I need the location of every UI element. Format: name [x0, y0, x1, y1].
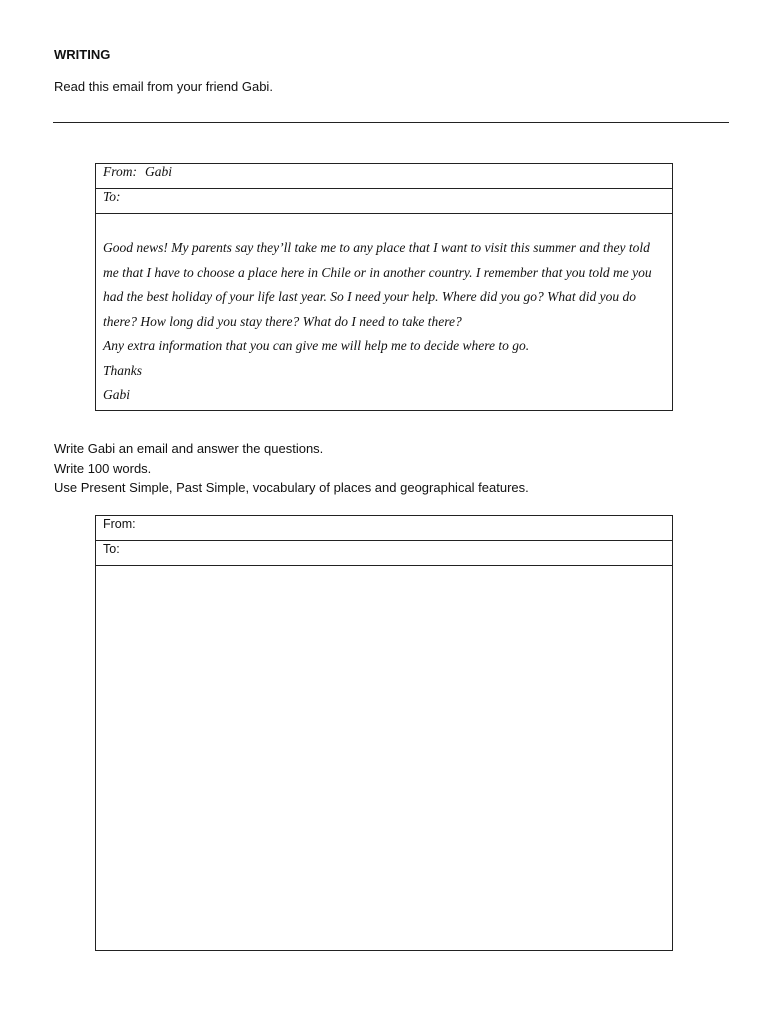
intro-text: Read this email from your friend Gabi.: [54, 79, 273, 94]
gabi-to-label: To:: [103, 189, 121, 204]
divider-line: [53, 122, 729, 123]
instruction-line: Write 100 words.: [54, 460, 152, 476]
reply-to-row[interactable]: [96, 541, 672, 566]
task-instructions: [54, 439, 529, 498]
instruction-line: Write Gabi an email and answer the questions.: [54, 441, 324, 456]
reply-from-label: From:: [103, 517, 136, 531]
reply-from-row[interactable]: [96, 516, 672, 541]
gabi-email-body: [96, 214, 672, 408]
gabi-from-row: [96, 164, 672, 189]
gabi-email-signoff: Thanks: [103, 362, 143, 378]
instruction-line: Use Present Simple, Past Simple, vocabulary of places and geographical features.: [54, 480, 529, 495]
gabi-email-paragraph: Good news! My parents say they’ll take me to any place that I want to visit this summer and they told me that I have to choose a place here in Chile or in another country. I remember that you told me you had the best holiday of your life last year. So I need your help. Where did you go? What did you do there? How long did you stay there? What do I need to take there?: [103, 240, 652, 329]
reply-writing-area[interactable]: [96, 566, 672, 948]
gabi-email-signature: Gabi: [103, 387, 130, 402]
gabi-from-label: From:: [103, 164, 137, 179]
gabi-email-paragraph: Any extra information that you can give me will help me to decide where to go.: [103, 338, 530, 353]
section-heading: WRITING: [54, 47, 111, 62]
gabi-email-box: [95, 163, 673, 411]
reply-email-box: [95, 515, 673, 951]
reply-to-label: To:: [103, 542, 120, 556]
gabi-from-value: Gabi: [145, 164, 172, 179]
gabi-to-row: [96, 189, 672, 214]
